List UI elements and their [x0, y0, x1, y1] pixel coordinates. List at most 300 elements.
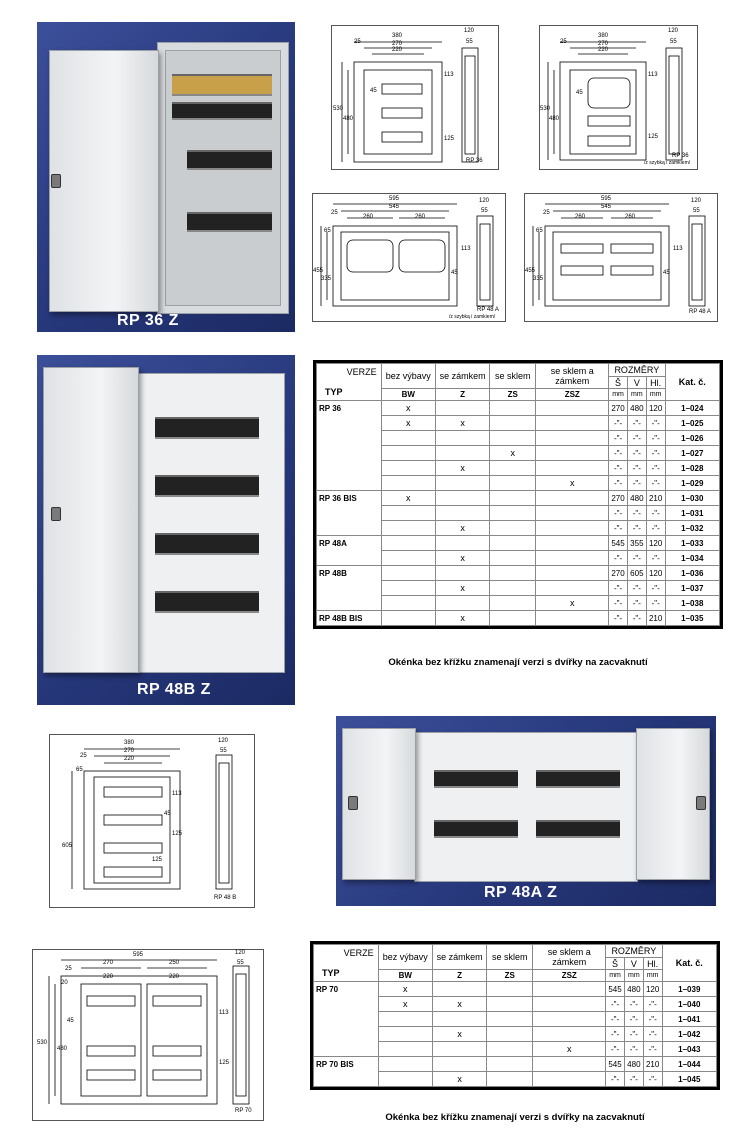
row-dim-h: -"-	[643, 1072, 662, 1087]
row-typ: RP 70 BIS	[314, 1057, 379, 1072]
photo-caption: RP 36 Z	[117, 312, 179, 329]
din-rail	[187, 212, 272, 232]
header-unit: mm	[643, 970, 662, 982]
row-zsz	[536, 401, 609, 416]
row-zsz: x	[536, 476, 609, 491]
dim-inner: 545	[601, 204, 612, 210]
row-bw	[381, 596, 435, 611]
cabinet-frame	[414, 732, 638, 882]
row-zsz: x	[536, 596, 609, 611]
header-code: Z	[432, 970, 486, 982]
key-lock-icon	[696, 796, 706, 810]
dim-height1: 455	[313, 268, 324, 274]
header-version: se sklem a zámkem	[536, 364, 609, 389]
table-note: Okénka bez křížku znamenají verzi s dvířky na zacvaknutí	[385, 1112, 645, 1123]
row-typ	[314, 1027, 379, 1042]
row-dim-s: 545	[609, 536, 628, 551]
row-z: x	[435, 461, 489, 476]
dim-depth: 120	[464, 28, 475, 34]
dim-top: 20	[61, 980, 68, 986]
row-bw	[381, 611, 435, 626]
cabinet-door	[49, 50, 159, 312]
header-code: ZS	[490, 389, 536, 401]
dim-depth: 120	[218, 738, 229, 744]
row-dim-h: -"-	[643, 1042, 662, 1057]
row-zs	[490, 551, 536, 566]
dim-left: 25	[65, 966, 72, 972]
row-bw	[381, 461, 435, 476]
row-typ	[314, 1012, 379, 1027]
row-zsz	[536, 416, 609, 431]
drawing-graphic	[33, 950, 263, 1120]
row-zs	[487, 1057, 533, 1072]
technical-drawing-rp48a-glass	[312, 193, 506, 322]
row-zsz	[533, 1012, 606, 1027]
drawing-graphic	[50, 735, 254, 907]
row-dim-h: 120	[646, 536, 665, 551]
row-kat: 1–028	[665, 461, 719, 476]
din-rail	[155, 591, 259, 613]
row-kat: 1–034	[665, 551, 719, 566]
row-zs	[490, 506, 536, 521]
table-row	[314, 1027, 717, 1042]
row-dim-v: -"-	[627, 596, 646, 611]
spec-table-grid	[316, 363, 720, 626]
row-typ	[314, 997, 379, 1012]
row-dim-h: 210	[646, 611, 665, 626]
header-unit: mm	[646, 389, 665, 401]
row-bw: x	[381, 416, 435, 431]
dim-width: 380	[392, 33, 403, 39]
row-zsz	[536, 611, 609, 626]
row-kat: 1–045	[662, 1072, 716, 1087]
row-dim-h: -"-	[646, 476, 665, 491]
row-zsz	[536, 521, 609, 536]
dim-b: 260	[625, 214, 636, 220]
dim-height2: 335	[321, 276, 332, 282]
dim-left: 25	[560, 39, 567, 45]
row-zs	[490, 581, 536, 596]
row-kat: 1–032	[665, 521, 719, 536]
spec-table-1	[313, 360, 723, 629]
dim-height2: 480	[57, 1046, 68, 1052]
dim-r1: 113	[648, 72, 658, 78]
row-kat: 1–031	[665, 506, 719, 521]
header-dims: ROZMĚRY	[609, 364, 665, 377]
row-dim-v: -"-	[624, 1042, 643, 1057]
row-zs	[487, 1072, 533, 1087]
row-z	[435, 476, 489, 491]
din-rail	[155, 417, 259, 439]
dim-inner2: 220	[598, 47, 609, 53]
row-dim-s: -"-	[609, 581, 628, 596]
table-row	[317, 551, 720, 566]
din-rail	[172, 102, 272, 120]
dim-depth: 120	[691, 198, 702, 204]
row-typ: RP 48B BIS	[317, 611, 382, 626]
row-kat: 1–024	[665, 401, 719, 416]
row-dim-s: -"-	[609, 431, 628, 446]
corner-wrap	[317, 364, 381, 400]
dim-c2: 220	[169, 974, 180, 980]
row-zs	[490, 536, 536, 551]
row-z: x	[435, 551, 489, 566]
row-bw: x	[378, 982, 432, 997]
table-row	[314, 1072, 717, 1087]
drawing-label: RP 70	[235, 1108, 252, 1114]
row-dim-v: -"-	[624, 1072, 643, 1087]
table-row	[317, 416, 720, 431]
row-dim-s: 545	[606, 982, 625, 997]
header-version: se sklem	[490, 364, 536, 389]
row-kat: 1–025	[665, 416, 719, 431]
dim-depth2: 55	[237, 960, 244, 966]
photo-caption: RP 48A Z	[484, 884, 558, 901]
dim-r1: 113	[673, 246, 683, 252]
row-zsz	[536, 446, 609, 461]
header-dim: V	[627, 376, 646, 389]
header-kat: Kat. č.	[662, 945, 716, 982]
dim-a: 260	[363, 214, 374, 220]
dim-depth2: 55	[220, 748, 227, 754]
table-note: Okénka bez křížku znamenají verzi s dvířky na zacvaknutí	[388, 657, 648, 668]
din-rail	[172, 74, 272, 96]
row-dim-h: 120	[643, 982, 662, 997]
row-zs	[490, 431, 536, 446]
row-z	[435, 536, 489, 551]
photo-rp48az	[336, 716, 716, 906]
row-z	[432, 1012, 486, 1027]
din-rail	[155, 475, 259, 497]
row-bw	[381, 551, 435, 566]
dim-depth2: 55	[466, 39, 473, 45]
row-dim-v: -"-	[627, 551, 646, 566]
row-zs	[490, 461, 536, 476]
photo-rp48bz	[37, 355, 295, 705]
row-dim-s: -"-	[606, 1042, 625, 1057]
table-row	[317, 446, 720, 461]
row-dim-h: 210	[643, 1057, 662, 1072]
table-row	[314, 997, 717, 1012]
dim-depth: 120	[479, 198, 490, 204]
corner-cell	[317, 364, 382, 401]
row-z	[435, 431, 489, 446]
row-dim-v: 480	[624, 982, 643, 997]
spec-table-2	[310, 941, 720, 1090]
dim-b: 250	[169, 960, 180, 966]
key-lock-icon	[348, 796, 358, 810]
row-bw	[381, 566, 435, 581]
dim-b: 260	[415, 214, 426, 220]
drawing-graphic	[332, 26, 498, 169]
drawing-sublabel: /z szybką i zamkiem/	[644, 160, 691, 166]
corner-typ: TYP	[325, 387, 343, 397]
row-dim-h: -"-	[646, 431, 665, 446]
row-dim-h: 210	[646, 491, 665, 506]
dim-width: 595	[601, 196, 612, 202]
dim-left: 25	[354, 39, 361, 45]
header-code: ZSZ	[533, 970, 606, 982]
row-dim-s: -"-	[609, 551, 628, 566]
dim-r2: 125	[172, 831, 183, 837]
din-rail	[536, 770, 620, 788]
row-bw	[378, 1057, 432, 1072]
row-zsz	[533, 1027, 606, 1042]
row-z	[435, 596, 489, 611]
row-dim-v: -"-	[627, 461, 646, 476]
row-bw	[381, 536, 435, 551]
header-code: Z	[435, 389, 489, 401]
drawing-label: RP 36	[672, 153, 689, 159]
row-dim-h: -"-	[643, 1012, 662, 1027]
row-zs	[487, 1027, 533, 1042]
table-row	[314, 1012, 717, 1027]
row-zs	[490, 566, 536, 581]
dim-inner: 270	[392, 41, 403, 47]
header-version: bez výbavy	[381, 364, 435, 389]
row-z: x	[435, 521, 489, 536]
row-typ	[317, 416, 382, 431]
row-dim-v: -"-	[627, 476, 646, 491]
header-version: se zámkem	[435, 364, 489, 389]
row-z	[435, 401, 489, 416]
row-typ	[317, 506, 382, 521]
corner-verze: VERZE	[346, 367, 377, 377]
row-dim-h: -"-	[643, 1027, 662, 1042]
row-z	[435, 446, 489, 461]
din-rail	[155, 533, 259, 555]
row-zs	[487, 982, 533, 997]
corner-wrap	[314, 945, 378, 981]
row-z	[435, 506, 489, 521]
header-version: se zámkem	[432, 945, 486, 970]
row-bw: x	[381, 491, 435, 506]
row-typ	[317, 581, 382, 596]
row-z: x	[432, 1027, 486, 1042]
photo-rp36z	[37, 22, 295, 332]
dim-inner: 545	[389, 204, 400, 210]
dim-h2: 45	[164, 811, 171, 817]
row-z: x	[435, 581, 489, 596]
dim-left: 25	[80, 753, 87, 759]
table-row	[317, 536, 720, 551]
din-rail	[536, 820, 620, 838]
drawing-label: RP 48 A	[689, 309, 711, 315]
row-typ	[314, 1042, 379, 1057]
row-dim-s: -"-	[609, 461, 628, 476]
row-dim-s: 270	[609, 491, 628, 506]
row-dim-h: 120	[646, 566, 665, 581]
row-dim-h: -"-	[646, 521, 665, 536]
row-dim-h: -"-	[646, 596, 665, 611]
row-typ	[317, 551, 382, 566]
header-row	[314, 945, 717, 958]
row-kat: 1–026	[665, 431, 719, 446]
dim-width: 595	[389, 196, 400, 202]
row-bw: x	[381, 401, 435, 416]
row-kat: 1–041	[662, 1012, 716, 1027]
table-row	[317, 521, 720, 536]
row-zsz	[533, 1072, 606, 1087]
row-kat: 1–033	[665, 536, 719, 551]
row-typ	[317, 521, 382, 536]
dim-width: 380	[124, 740, 135, 746]
dim-left: 25	[331, 210, 338, 216]
table-row	[317, 431, 720, 446]
row-kat: 1–043	[662, 1042, 716, 1057]
row-typ	[317, 461, 382, 476]
header-dim: Š	[606, 957, 625, 970]
row-z	[432, 1042, 486, 1057]
dim-height1: 605	[62, 843, 73, 849]
row-z: x	[435, 416, 489, 431]
drawing-graphic	[540, 26, 697, 169]
row-dim-h: -"-	[646, 506, 665, 521]
row-dim-v: -"-	[624, 997, 643, 1012]
photo-caption: RP 48B Z	[137, 681, 211, 698]
row-dim-v: -"-	[627, 506, 646, 521]
dim-width: 595	[133, 952, 144, 958]
dim-a: 260	[575, 214, 586, 220]
row-bw	[381, 581, 435, 596]
row-dim-v: 480	[627, 401, 646, 416]
spec-table-grid	[313, 944, 717, 1087]
table-row	[317, 566, 720, 581]
header-dims: ROZMĚRY	[606, 945, 662, 958]
header-dim: V	[624, 957, 643, 970]
row-dim-s: 270	[609, 401, 628, 416]
row-dim-v: -"-	[627, 416, 646, 431]
row-dim-v: -"-	[627, 611, 646, 626]
key-lock-icon	[51, 174, 61, 188]
header-unit: mm	[624, 970, 643, 982]
dim-depth2: 55	[670, 39, 677, 45]
dim-height2: 335	[533, 276, 544, 282]
row-zsz	[536, 551, 609, 566]
dim-height1: 530	[37, 1040, 48, 1046]
row-z: x	[435, 611, 489, 626]
row-dim-s: -"-	[609, 611, 628, 626]
row-dim-s: -"-	[609, 521, 628, 536]
row-kat: 1–029	[665, 476, 719, 491]
header-version: se sklem	[487, 945, 533, 970]
row-dim-s: -"-	[609, 596, 628, 611]
table-row	[314, 1057, 717, 1072]
dim-r1: 113	[172, 791, 182, 797]
dim-top: 65	[324, 228, 331, 234]
dim-top: 65	[536, 228, 543, 234]
row-zsz	[536, 506, 609, 521]
dim-height1: 530	[540, 106, 551, 112]
row-dim-v: -"-	[624, 1012, 643, 1027]
row-dim-v: 605	[627, 566, 646, 581]
din-rail	[434, 820, 518, 838]
row-zsz	[536, 461, 609, 476]
row-z: x	[432, 997, 486, 1012]
row-zs	[490, 476, 536, 491]
dim-h3: 45	[370, 88, 377, 94]
dim-height1: 530	[333, 106, 344, 112]
table-row	[317, 506, 720, 521]
header-version: se sklem a zámkem	[533, 945, 606, 970]
header-code: ZS	[487, 970, 533, 982]
row-kat: 1–035	[665, 611, 719, 626]
dim-top: 65	[76, 767, 83, 773]
row-kat: 1–036	[665, 566, 719, 581]
row-bw	[378, 1042, 432, 1057]
dim-c1: 220	[103, 974, 114, 980]
row-bw	[381, 446, 435, 461]
row-z	[435, 566, 489, 581]
drawing-label: RP 48 B	[214, 895, 237, 901]
dim-r1: 113	[219, 1010, 229, 1016]
row-typ	[317, 431, 382, 446]
row-dim-s: -"-	[609, 446, 628, 461]
row-zs	[490, 416, 536, 431]
row-zsz: x	[533, 1042, 606, 1057]
row-zsz	[536, 536, 609, 551]
row-dim-v: 355	[627, 536, 646, 551]
technical-drawing-rp70	[32, 949, 264, 1121]
row-dim-h: -"-	[646, 581, 665, 596]
row-typ	[317, 596, 382, 611]
row-zs: x	[490, 446, 536, 461]
row-dim-s: -"-	[606, 1072, 625, 1087]
corner-verze: VERZE	[343, 948, 374, 958]
row-dim-s: -"-	[609, 506, 628, 521]
technical-drawing-rp36-glass	[539, 25, 698, 170]
row-dim-h: 120	[646, 401, 665, 416]
dim-depth2: 55	[693, 208, 700, 214]
row-zs	[490, 401, 536, 416]
row-bw	[381, 431, 435, 446]
row-zsz	[536, 491, 609, 506]
row-zsz	[536, 431, 609, 446]
drawing-graphic	[525, 194, 717, 321]
din-rail	[434, 770, 518, 788]
header-dim: Š	[609, 376, 628, 389]
row-dim-h: -"-	[646, 461, 665, 476]
technical-drawing-rp48a	[524, 193, 718, 322]
drawing-sublabel: /z szybką i zamkiem/	[449, 314, 496, 320]
table-row	[317, 491, 720, 506]
header-dim: Hl.	[643, 957, 662, 970]
row-dim-s: 270	[609, 566, 628, 581]
row-dim-v: -"-	[624, 1027, 643, 1042]
dim-width: 380	[598, 33, 609, 39]
row-dim-s: -"-	[606, 1027, 625, 1042]
dim-r1: 113	[444, 72, 454, 78]
row-zsz	[533, 982, 606, 997]
dim-depth: 120	[668, 28, 679, 34]
table-row	[317, 461, 720, 476]
row-bw	[381, 476, 435, 491]
row-dim-h: -"-	[646, 416, 665, 431]
row-typ	[314, 1072, 379, 1087]
header-unit: mm	[627, 389, 646, 401]
row-typ: RP 48B	[317, 566, 382, 581]
dim-h3: 45	[576, 90, 583, 96]
row-zs	[487, 1042, 533, 1057]
dim-inner: 270	[598, 41, 609, 47]
dim-height1: 455	[525, 268, 536, 274]
table-row	[317, 581, 720, 596]
row-dim-h: -"-	[643, 997, 662, 1012]
row-bw	[378, 1027, 432, 1042]
row-zsz	[533, 1057, 606, 1072]
row-kat: 1–044	[662, 1057, 716, 1072]
row-typ: RP 36 BIS	[317, 491, 382, 506]
